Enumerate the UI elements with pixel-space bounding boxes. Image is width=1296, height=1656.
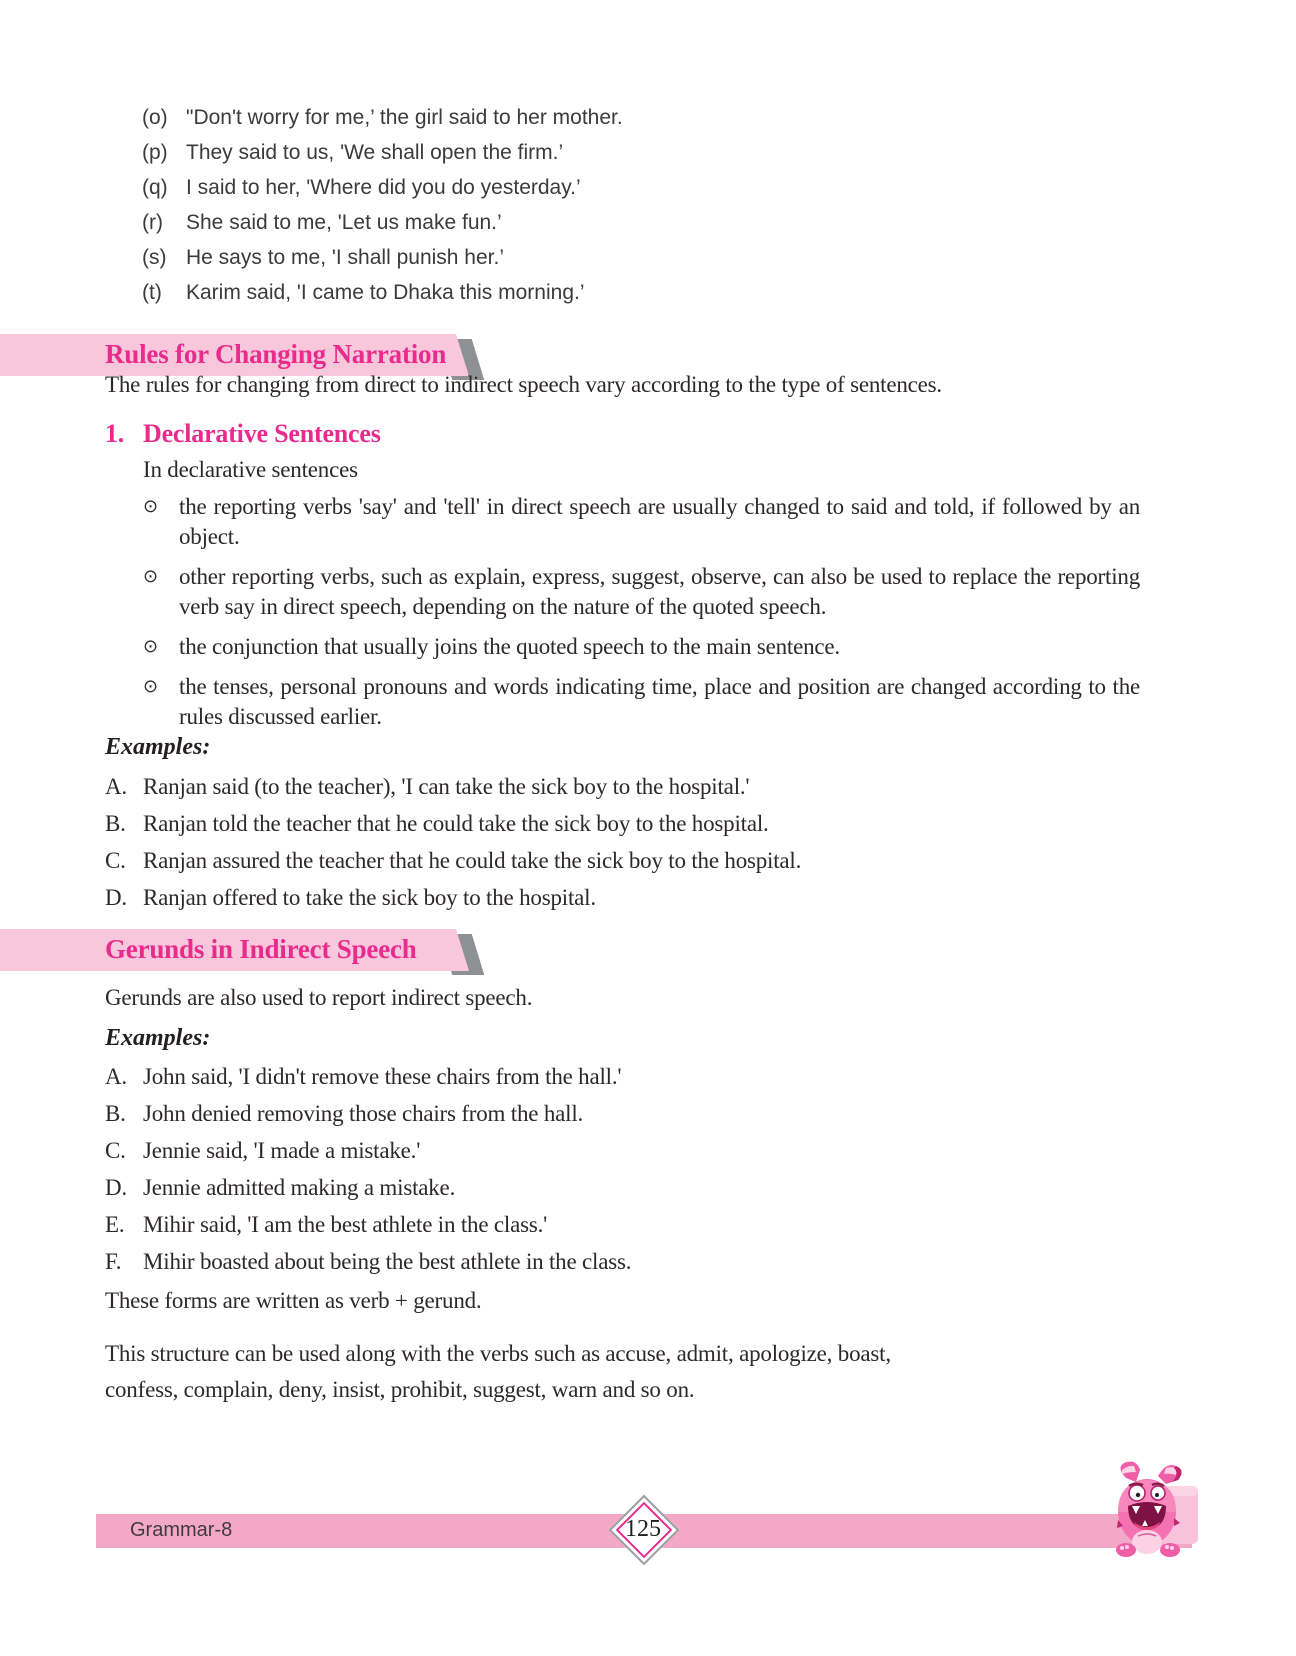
example-item bbox=[105, 846, 1140, 875]
bullet-item bbox=[143, 492, 1140, 552]
bullet-item bbox=[143, 562, 1140, 622]
example-item bbox=[105, 772, 1140, 801]
narration-intro: The rules for changing from direct to indirect speech vary according to the type of sentences. bbox=[105, 372, 942, 397]
section-banner-gerunds bbox=[0, 929, 540, 971]
list-item-text: She said to me, 'Let us make fun.’ bbox=[186, 210, 502, 234]
structure-note-line2: confess, complain, deny, insist, prohibit, suggest, warn and so on. bbox=[105, 1377, 695, 1402]
list-item-label: (o) bbox=[142, 105, 168, 129]
list-item bbox=[142, 275, 1142, 310]
examples-label: Examples: bbox=[105, 1025, 211, 1051]
example-label: D. bbox=[105, 1175, 127, 1200]
bullet-text: the reporting verbs 'say' and 'tell' in direct speech are usually changed to said and told, if followed by an object. bbox=[179, 494, 1140, 549]
list-item-text: I said to her, 'Where did you do yesterday.’ bbox=[186, 175, 581, 199]
example-label: C. bbox=[105, 1138, 126, 1163]
example-text: Jennie admitted making a mistake. bbox=[143, 1175, 456, 1200]
example-item bbox=[105, 1173, 1140, 1202]
heading-title: Declarative Sentences bbox=[143, 419, 381, 448]
narration-examples-list bbox=[105, 772, 1140, 920]
example-item bbox=[105, 883, 1140, 912]
verb-gerund-note: These forms are written as verb + gerund. bbox=[105, 1288, 482, 1313]
heading-number: 1. bbox=[105, 419, 125, 448]
list-item-label: (t) bbox=[142, 280, 162, 304]
list-item bbox=[142, 205, 1142, 240]
list-item-text: He says to me, 'I shall punish her.’ bbox=[186, 245, 504, 269]
example-text: Ranjan told the teacher that he could take the sick boy to the hospital. bbox=[143, 811, 769, 836]
example-text: John said, 'I didn't remove these chairs from the hall.' bbox=[143, 1064, 622, 1089]
list-item bbox=[142, 100, 1142, 135]
example-item bbox=[105, 1099, 1140, 1128]
mascot-right-ear bbox=[1158, 1465, 1182, 1484]
declarative-lead: In declarative sentences bbox=[143, 457, 358, 482]
section-banner-title: Rules for Changing Narration bbox=[105, 339, 447, 369]
gerunds-examples-list bbox=[105, 1062, 1140, 1284]
example-label: D. bbox=[105, 885, 127, 910]
mascot-left-ear bbox=[1120, 1462, 1140, 1482]
list-item-text: Karim said, 'I came to Dhaka this morning.’ bbox=[186, 280, 585, 304]
bullet-item bbox=[143, 672, 1140, 732]
structure-note bbox=[105, 1336, 1185, 1408]
example-text: John denied removing those chairs from the hall. bbox=[143, 1101, 584, 1126]
example-label: A. bbox=[105, 774, 127, 799]
example-text: Mihir said, 'I am the best athlete in the class.' bbox=[143, 1212, 548, 1237]
list-item-label: (s) bbox=[142, 245, 167, 269]
list-item bbox=[142, 170, 1142, 205]
example-label: E. bbox=[105, 1212, 125, 1237]
example-text: Mihir boasted about being the best athlete in the class. bbox=[143, 1249, 632, 1274]
example-item bbox=[105, 1062, 1140, 1091]
example-label: A. bbox=[105, 1064, 127, 1089]
book-title-label: Grammar-8 bbox=[130, 1519, 233, 1541]
list-item bbox=[142, 135, 1142, 170]
example-label: B. bbox=[105, 811, 126, 836]
circled-dot-bullet-icon: ⊙ bbox=[143, 636, 159, 657]
example-item bbox=[105, 1136, 1140, 1165]
example-label: C. bbox=[105, 848, 126, 873]
page-number-diamond bbox=[610, 1496, 676, 1562]
list-item bbox=[142, 240, 1142, 275]
list-item-text: "Don't worry for me,’ the girl said to her mother. bbox=[186, 105, 623, 129]
circled-dot-bullet-icon: ⊙ bbox=[143, 676, 159, 697]
declarative-sentences-heading bbox=[105, 419, 381, 449]
example-label: F. bbox=[105, 1249, 122, 1274]
example-item bbox=[105, 1247, 1140, 1276]
list-item-text: They said to us, 'We shall open the firm.’ bbox=[186, 140, 564, 164]
direct-speech-list bbox=[142, 100, 1142, 310]
gerunds-intro: Gerunds are also used to report indirect speech. bbox=[105, 985, 533, 1010]
bullet-text: the conjunction that usually joins the quoted speech to the main sentence. bbox=[179, 634, 840, 659]
example-text: Ranjan said (to the teacher), 'I can take the sick boy to the hospital.' bbox=[143, 774, 750, 799]
example-text: Ranjan assured the teacher that he could take the sick boy to the hospital. bbox=[143, 848, 802, 873]
circled-dot-bullet-icon: ⊙ bbox=[143, 496, 159, 517]
section-banner-title: Gerunds in Indirect Speech bbox=[105, 934, 417, 964]
bullet-item bbox=[143, 632, 1140, 662]
list-item-label: (r) bbox=[142, 210, 163, 234]
structure-note-line1: This structure can be used along with the verbs such as accuse, admit, apologize, boast, bbox=[105, 1341, 891, 1366]
page-number: 125 bbox=[625, 1515, 661, 1542]
bullet-text: other reporting verbs, such as explain, express, suggest, observe, can also be used to replace the reporting verb say in direct speech, depending on the nature of the quoted speech. bbox=[179, 564, 1140, 619]
list-item-label: (q) bbox=[142, 175, 168, 199]
declarative-bullet-list bbox=[143, 492, 1140, 742]
example-item bbox=[105, 1210, 1140, 1239]
examples-label: Examples: bbox=[105, 734, 211, 760]
list-item-label: (p) bbox=[142, 140, 168, 164]
section-banner-narration bbox=[0, 334, 540, 376]
circled-dot-bullet-icon: ⊙ bbox=[143, 566, 159, 587]
example-label: B. bbox=[105, 1101, 126, 1126]
example-item bbox=[105, 809, 1140, 838]
example-text: Jennie said, 'I made a mistake.' bbox=[143, 1138, 421, 1163]
pink-monster-mascot-illustration bbox=[1114, 1460, 1204, 1558]
bullet-text: the tenses, personal pronouns and words indicating time, place and position are changed according to the rules discussed earlier. bbox=[179, 674, 1140, 729]
example-text: Ranjan offered to take the sick boy to the hospital. bbox=[143, 885, 596, 910]
